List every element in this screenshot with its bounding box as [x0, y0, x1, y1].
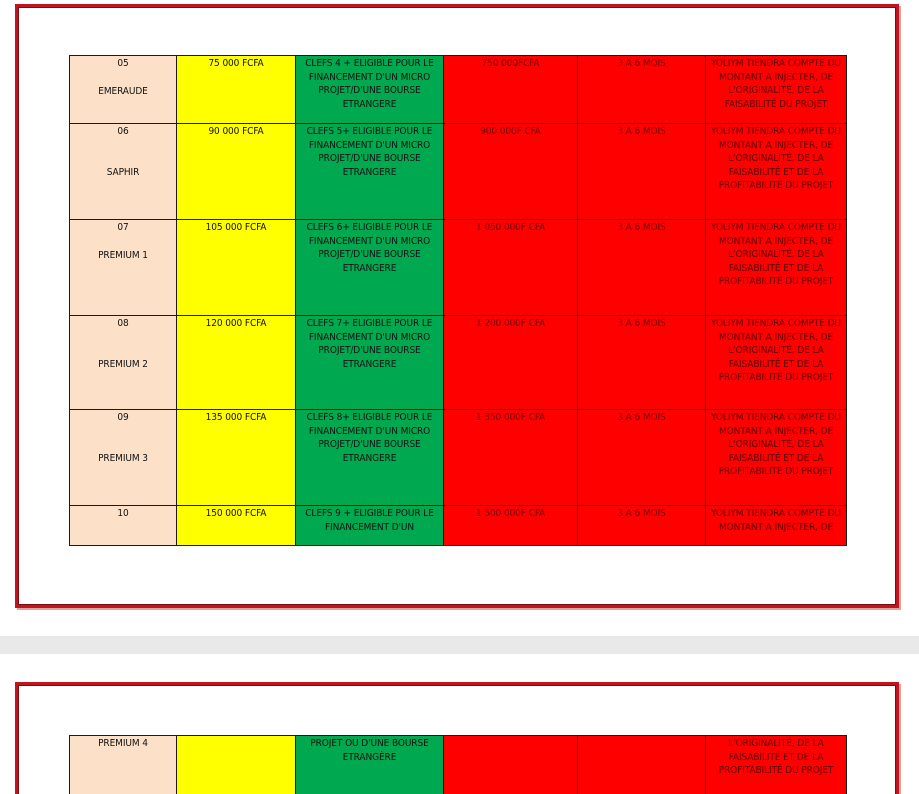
delay-cell: 3 A 6 MOIS	[578, 410, 706, 506]
level-name: PREMIUM 1	[98, 249, 148, 261]
price-cell: 120 000 FCFA	[177, 316, 296, 410]
pricing-table-continued	[69, 735, 847, 794]
level-number: 10	[117, 508, 129, 519]
level-cell	[70, 124, 177, 220]
note-cell: YOLIYM TIENDRA COMPTE DU MONTANT A INJECTER, DE L'ORIGINALITÉ, DE LA FAISABILITÉ ET DE LA PROFITABILITÉ DU PROJET	[706, 410, 847, 506]
level-name: PREMIUM 2	[98, 358, 148, 370]
description-cell: CLEFS 9 + ELIGIBLE POUR LE FINANCEMENT D'UN	[296, 506, 444, 546]
level-cell	[70, 506, 177, 546]
price-cell: 150 000 FCFA	[177, 506, 296, 546]
amount-cell: 1 350 000F CFA	[444, 410, 578, 506]
description-cell: PROJET OU D'UNE BOURSE ETRANGÈRE	[296, 736, 444, 794]
delay-cell: 3 A 6 MOIS	[578, 506, 706, 546]
level-name: PREMIUM 3	[98, 452, 148, 464]
table-row	[70, 124, 847, 220]
price-cell: 135 000 FCFA	[177, 410, 296, 506]
note-cell: YOLIYM TIENDRA COMPTE DU MONTANT A INJECTER, DE L'ORIGINALITÉ, DE LA FAISABILITÉ DU PROJET	[706, 56, 847, 124]
amount-cell: 1 050 000F CFA	[444, 220, 578, 316]
level-cell	[70, 736, 177, 794]
delay-cell: 3 A 6 MOIS	[578, 124, 706, 220]
table-row	[70, 506, 847, 546]
amount-cell: 900 000F CFA	[444, 124, 578, 220]
description-cell: CLEFS 8+ ELIGIBLE POUR LE FINANCEMENT D'UN MICRO PROJET/D'UNE BOURSE ETRANGERE	[296, 410, 444, 506]
delay-cell	[578, 736, 706, 794]
price-cell	[177, 736, 296, 794]
table-row	[70, 410, 847, 506]
note-cell: L'ORIGINALITÉ, DE LA FAISABILITÉ ET DE LA PROFITABILITÉ DU PROJET	[706, 736, 847, 794]
level-number: 06	[117, 126, 129, 137]
level-number: 07	[117, 222, 129, 233]
level-cell	[70, 316, 177, 410]
note-cell: YOLIYM TIENDRA COMPTE DU MONTANT A INJECTER, DE L'ORIGINALITÉ, DE LA FAISABILITÉ ET DE LA PROFITABILITÉ DU PROJET	[706, 220, 847, 316]
price-cell: 90 000 FCFA	[177, 124, 296, 220]
table-row	[70, 220, 847, 316]
amount-cell: 1 500 000F CFA	[444, 506, 578, 546]
level-cell	[70, 220, 177, 316]
description-cell: CLEFS 5+ ELIGIBLE POUR LE FINANCEMENT D'UN MICRO PROJET/D'UNE BOURSE ETRANGERE	[296, 124, 444, 220]
description-cell: CLEFS 4 + ELIGIBLE POUR LE FINANCEMENT D'UN MICRO PROJET/D'UNE BOURSE ETRANGERE	[296, 56, 444, 124]
level-number: 05	[117, 58, 129, 69]
level-number: 08	[117, 318, 129, 329]
table-row	[70, 736, 847, 794]
price-cell: 75 000 FCFA	[177, 56, 296, 124]
delay-cell: 3 A 6 MOIS	[578, 220, 706, 316]
level-number: 09	[117, 412, 129, 423]
level-cell	[70, 410, 177, 506]
amount-cell: 750 000FCFA	[444, 56, 578, 124]
pricing-table	[69, 55, 847, 546]
note-cell: YOLIYM TIENDRA COMPTE DU MONTANT A INJECTER, DE	[706, 506, 847, 546]
note-cell: YOLIYM TIENDRA COMPTE DU MONTANT A INJECTER, DE L'ORIGINALITÉ, DE LA FAISABILITÉ ET DE LA PROFITABILITÉ DU PROJET	[706, 124, 847, 220]
amount-cell	[444, 736, 578, 794]
delay-cell: 3 A 6 MOIS	[578, 316, 706, 410]
delay-cell: 3 A 6 MOIS	[578, 56, 706, 124]
amount-cell: 1 200 000F CFA	[444, 316, 578, 410]
level-name: PREMIUM 4	[98, 738, 148, 749]
level-name: EMERAUDE	[98, 85, 148, 97]
document-page-2	[0, 654, 919, 794]
price-cell: 105 000 FCFA	[177, 220, 296, 316]
note-cell: YOLIYM TIENDRA COMPTE DU MONTANT A INJECTER, DE L'ORIGINALITÉ, DE LA FAISABILITÉ ET DE LA PROFITABILITÉ DU PROJET	[706, 316, 847, 410]
table-row	[70, 316, 847, 410]
level-cell	[70, 56, 177, 124]
level-name: SAPHIR	[106, 166, 140, 178]
table-row	[70, 56, 847, 124]
description-cell: CLEFS 6+ ELIGIBLE POUR LE FINANCEMENT D'UN MICRO PROJET/D'UNE BOURSE ETRANGERE	[296, 220, 444, 316]
description-cell: CLEFS 7+ ELIGIBLE POUR LE FINANCEMENT D'UN MICRO PROJET/D'UNE BOURSE ETRANGERE	[296, 316, 444, 410]
